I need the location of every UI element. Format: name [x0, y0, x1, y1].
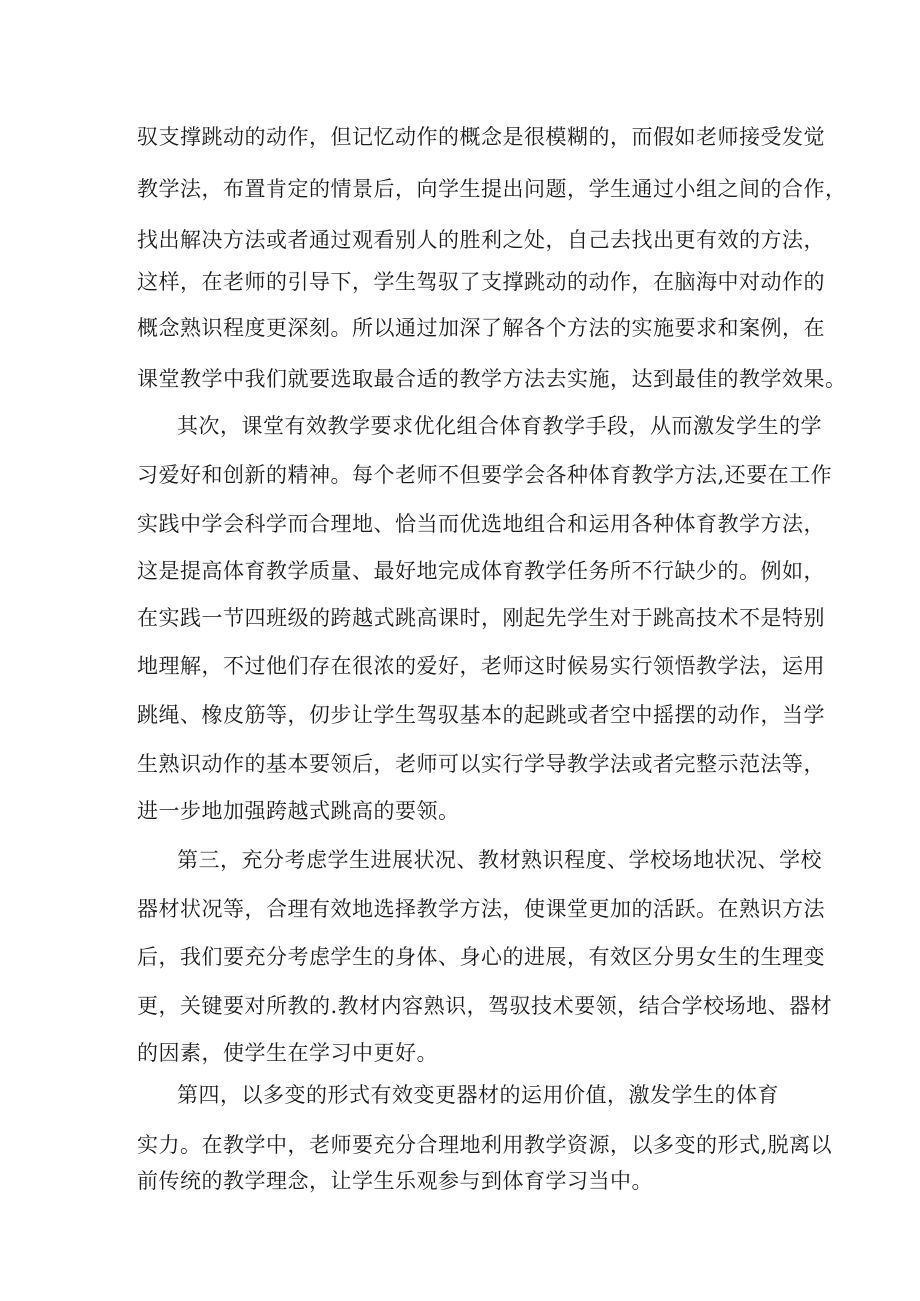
text-line: 实践中学会科学而合理地、恰当而优选地组合和运用各种体育教学方法，: [137, 512, 825, 536]
text-line: 更，关键要对所教的.教材内容熟识，驾驭技术要领，结合学校场地、器材: [137, 994, 833, 1018]
text-line: 器材状况等，合理有效地选择教学方法，使课堂更加的活跃。在熟识方法: [137, 897, 825, 921]
text-line: 在实践一节四班级的跨越式跳高课时，刚起先学生对于跳高技术不是特别: [137, 606, 825, 630]
text-line: 的因素，使学生在学习中更好。: [137, 1041, 438, 1065]
text-line: 概念熟识程度更深刻。所以通过加深了解各个方法的实施要求和案例，在: [137, 316, 825, 340]
paragraph-first-line: 其次，课堂有效教学要求优化组合体育教学手段，从而激发学生的学: [177, 414, 822, 438]
text-line: 进一步地加强跨越式跳高的要领。: [137, 799, 460, 823]
text-line: 这是提高体育教学质量、最好地完成体育教学任务所不行缺少的。例如，: [137, 559, 825, 583]
text-line: 后，我们要充分考虑学生的身体、身心的进展，有效区分男女生的生理变: [137, 945, 825, 969]
text-line: 生熟识动作的基本要领后，老师可以实行学导教学法或者完整示范法等，: [137, 752, 825, 776]
text-line: 找出解决方法或者通过观看别人的胜利之处，自己去找出更有效的方法，: [137, 228, 825, 252]
text-line: 习爱好和创新的精神。每个老师不但要学会各种体育教学方法,还要在工作: [137, 463, 833, 487]
paragraph-first-line: 第四，以多变的形式有效变更器材的运用价值，激发学生的体育: [177, 1083, 779, 1107]
text-line: 这样，在老师的引导下，学生驾驭了支撑跳动的动作，在脑海中对动作的: [137, 270, 825, 294]
text-line: 教学法，布置肯定的情景后，向学生提出问题，学生通过小组之间的合作，: [137, 177, 847, 201]
text-line: 前传统的教学理念，让学生乐观参与到体育学习当中。: [137, 1169, 653, 1193]
text-line: 课堂教学中我们就要选取最合适的教学方法去实施，达到最佳的教学效果。: [137, 367, 847, 391]
text-line: 驭支撑跳动的动作，但记忆动作的概念是很模糊的，而假如老师接受发觉: [137, 125, 825, 149]
text-line: 地理解，不过他们存在很浓的爱好，老师这时候易实行领悟教学法，运用: [137, 654, 825, 678]
paragraph-first-line: 第三，充分考虑学生进展状况、教材熟识程度、学校场地状况、学校: [177, 848, 822, 872]
text-line: 跳绳、橡皮筋等，仞步让学生驾驭基本的起跳或者空中摇摆的动作，当学: [137, 703, 825, 727]
text-line: 实力。在教学中，老师要充分合理地利用教学资源，以多变的形式,脱离以: [137, 1133, 833, 1157]
